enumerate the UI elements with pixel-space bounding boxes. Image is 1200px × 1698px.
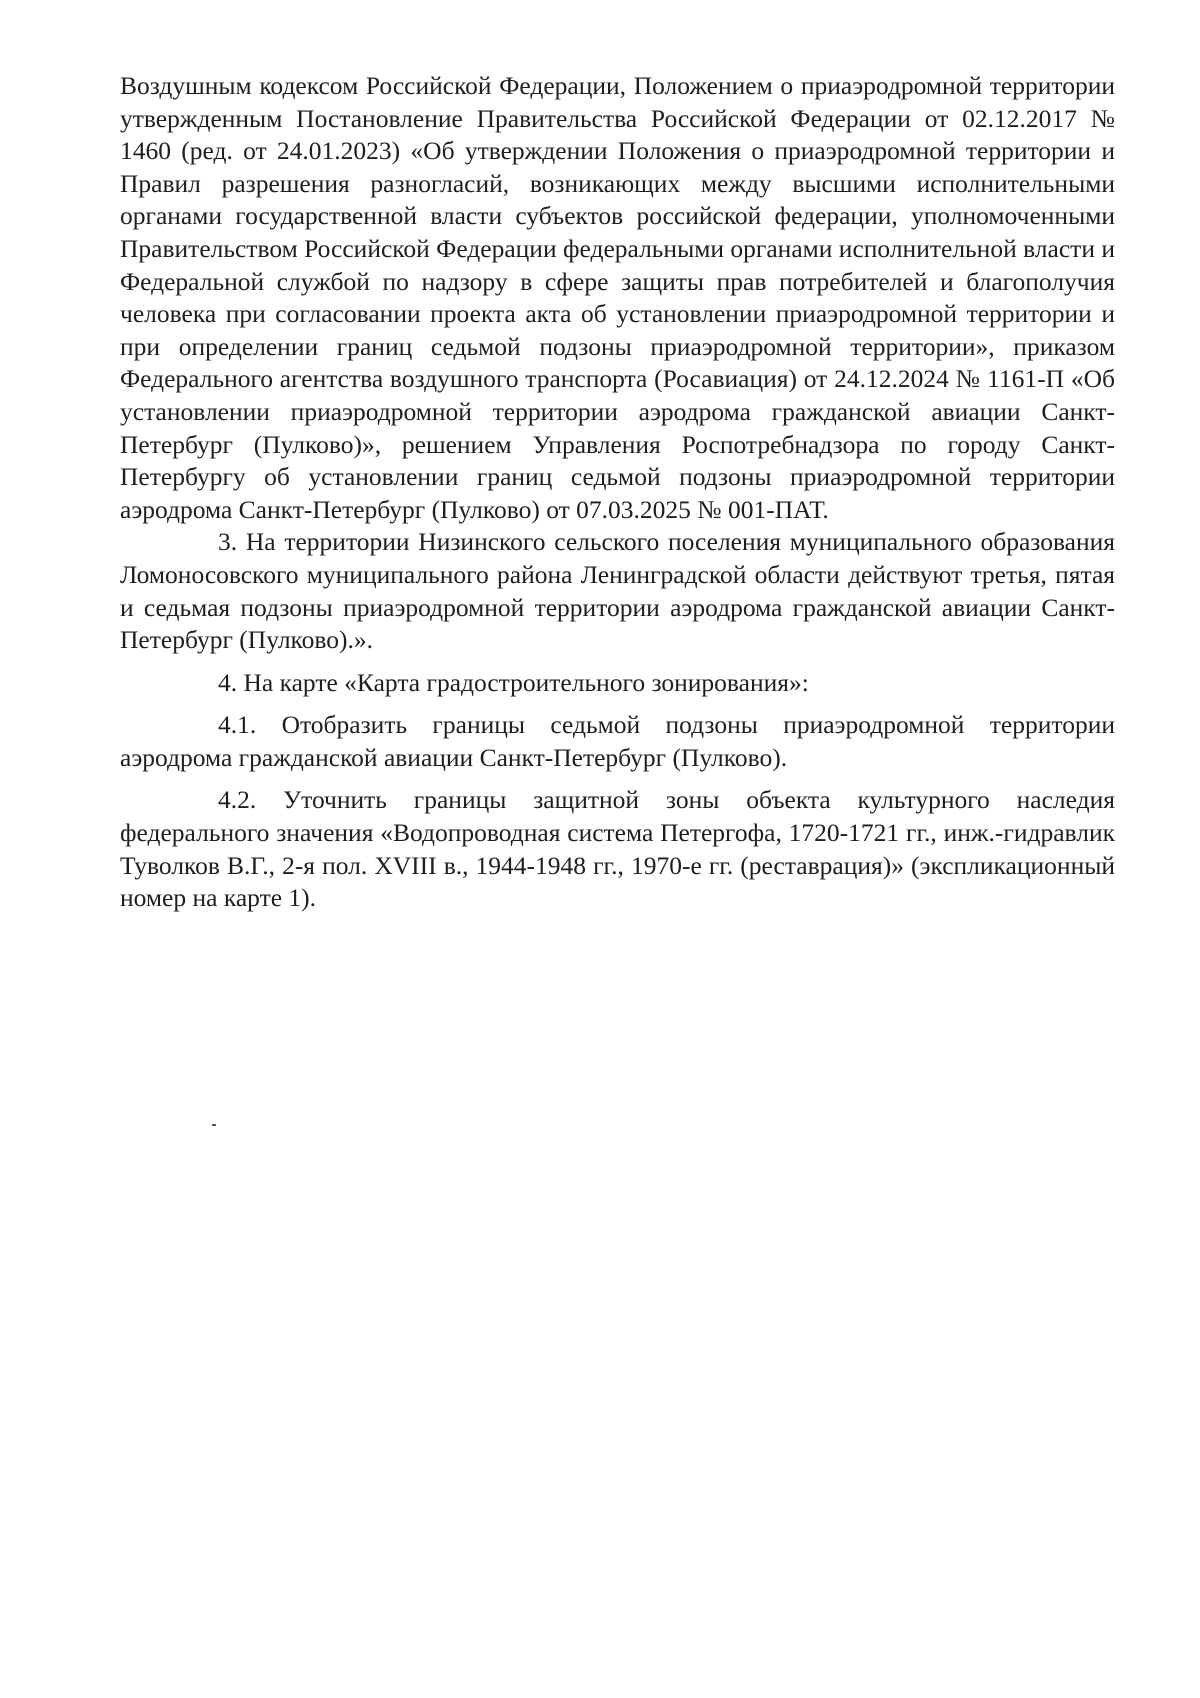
paragraph-item-3: 3. На территории Низинского сельского поселения муниципального образования Ломоносовского муниципального района Ленинградской области действуют третья, пятая и седьмая подзоны приаэродромной территории аэродрома гражданской авиации Санкт-Петербург (Пулково).». <box>120 527 1115 655</box>
document-body <box>120 70 1115 915</box>
paragraph-item-4-1: 4.1. Отобразить границы седьмой подзоны приаэродромной территории аэродрома гражданской авиации Санкт-Петербург (Пулково). <box>120 710 1115 772</box>
paragraph-item-4-2: 4.2. Уточнить границы защитной зоны объекта культурного наследия федерального значения «Водопроводная система Петергофа, 1720-1721 гг., инж.-гидравлик Туволков В.Г., 2-я пол. XVIII в., 1944-1948 гг., 1970-е гг. (реставрация)» (экспликационный номер на карте 1). <box>120 785 1115 913</box>
paragraph-item-4: 4. На карте «Карта градостроительного зонирования»: <box>218 667 809 697</box>
paragraph-legal-basis-continuation: Воздушным кодексом Российской Федерации, Положением о приаэродромной территории утвержденным Постановление Правительства Российской Федерации от 02.12.2017 № 1460 (ред. от 24.01.2023) «Об утверждении Положения о приаэродромной территории и Правил разрешения разногласий, возникающих между высшими исполнительными органами государственной власти субъектов российской федерации, уполномоченными Правительством Российской Федерации федеральными органами исполнительной власти и Федеральной службой по надзору в сфере защиты прав потребителей и благополучия человека при согласовании проекта акта об установлении приаэродромной территории и при определении границ седьмой подзоны приаэродромной территории», приказом Федерального агентства воздушного транспорта (Росавиация) от 24.12.2024 № 1161-П «Об установлении приаэродромной территории аэродрома гражданской авиации Санкт-Петербург (Пулково)», решением Управления Роспотребнадзора по городу Санкт-Петербургу об установлении границ седьмой подзоны приаэродромной территории аэродрома Санкт-Петербург (Пулково) от 07.03.2025 № 001-ПАТ. <box>120 71 1115 524</box>
stray-mark <box>212 1124 216 1126</box>
